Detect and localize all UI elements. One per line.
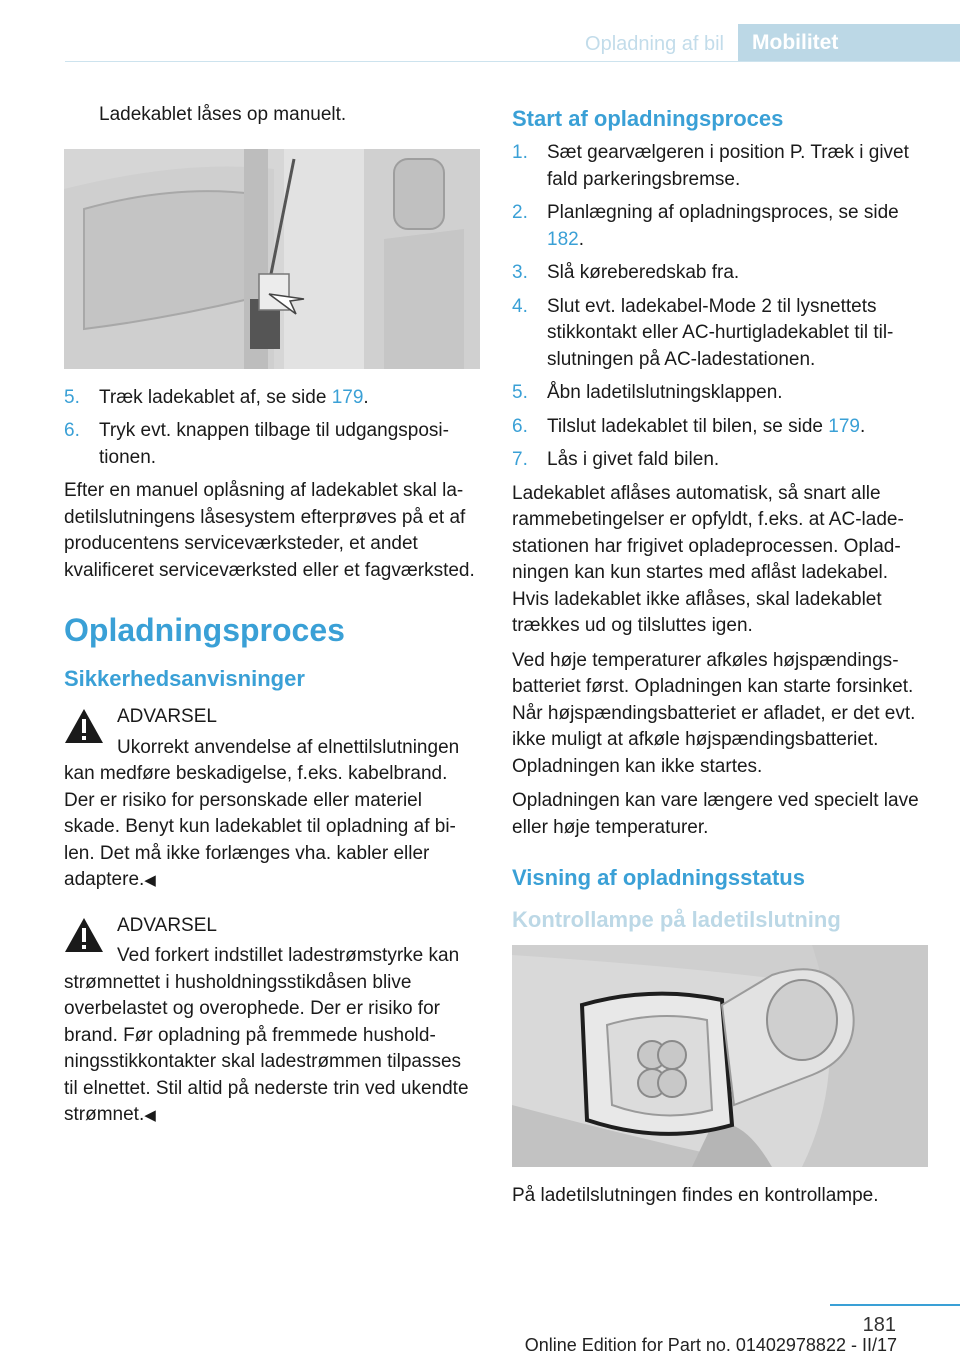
step-text: Træk ladekablet af, se side (99, 386, 332, 408)
step-text: Slut evt. ladekabel-Mode 2 til lysnettets stikkontakt eller AC-hurtigladekablet til tilslutningen på AC-ladestationen. (547, 295, 894, 370)
list-item (512, 260, 928, 287)
step-tail: . (859, 415, 866, 437)
left-column (64, 102, 480, 1144)
step-number: 1. (512, 142, 528, 163)
footer-rule (830, 1304, 960, 1306)
section-heading: Opladningsproces (64, 612, 345, 648)
figure-caption: På ladetilslutningen findes en kontrollampe. (512, 1185, 879, 1206)
step-tail: . (363, 386, 369, 408)
body-paragraph: Efter en manuel oplåsning af ladekablet skal ladetilslutningens låsesystem efterprøves på et af producentens serviceværksteder, et andet kvalificeret serviceværksted eller et fagværksted. (64, 480, 475, 581)
subsection-heading: Visning af opladningsstatus (512, 865, 805, 890)
header-rule (65, 61, 960, 62)
edition-note: Online Edition for Part no. 01402978822 - II/17 (524, 1335, 897, 1355)
warning-block (64, 704, 480, 895)
list-item (512, 447, 928, 474)
running-header-chapter: Mobilitet (738, 24, 960, 61)
step-text: Tryk evt. knappen tilbage til udgangspositionen. (99, 420, 449, 468)
warning-first-line: Ved forkert indstillet ladestrømstyrke kan (117, 945, 460, 966)
charging-door-interior-photo (64, 149, 480, 369)
step-tail: . (578, 228, 584, 250)
warning-block (64, 913, 480, 1130)
charging-door-interior-illustration (64, 149, 480, 369)
step-number: 5. (512, 382, 528, 403)
step-text: Tilslut ladekablet til bilen, se side (547, 415, 829, 437)
sub-subsection-heading: Kontrollampe på ladetilslutning (512, 907, 841, 932)
step-number: 3. (512, 262, 528, 283)
list-item (512, 140, 928, 193)
warning-text: strømnettet i husholdningsstikdåsen blive overbelastet og overophede. Der er risiko for brand. Før opladning på fremmede husholdningsstikkontakter skal ladestrømmen tilpasses til elnettet. Stil altid på nederste trin ved ukendte strømnet. (64, 971, 469, 1125)
warning-text: kan medføre beskadigelse, f.eks. kabelbrand. Der er risiko for personskade eller materiel skade. Benyt kun ladekablet til opladning af bilen. Det må ikke forlænges vha. kabler eller adaptere. (64, 763, 456, 890)
list-item (512, 380, 928, 407)
page-link-182[interactable]: 182 (547, 228, 579, 250)
step-text: Slå køreberedskab fra. (547, 262, 740, 283)
step-number: 4. (512, 295, 528, 317)
page-number: 181 (862, 1314, 896, 1336)
right-column (512, 102, 928, 1218)
step-number: 6. (64, 420, 80, 441)
warning-triangle-icon (64, 708, 104, 744)
step-text: Lås i givet fald bilen. (547, 449, 720, 470)
end-marker: ◀ (144, 1107, 156, 1124)
charging-port-illustration (512, 945, 928, 1167)
page-link-179[interactable]: 179 (331, 386, 364, 408)
list-item (64, 385, 480, 412)
list-item (512, 200, 928, 253)
step-text: Planlægning af opladningsproces, se side (547, 202, 899, 223)
step-number: 5. (64, 386, 80, 408)
end-marker: ◀ (144, 872, 156, 889)
running-header-section: Opladning af bil (585, 33, 724, 55)
step-number: 2. (512, 202, 528, 223)
subsection-heading: Start af opladningsproces (512, 106, 784, 131)
warning-triangle-icon (64, 917, 104, 953)
warning-first-line: Ukorrekt anvendelse af elnettilslutningen (117, 736, 460, 758)
warning-title: ADVARSEL (117, 706, 217, 727)
body-paragraph: Opladningen kan vare længere ved specielt lave eller høje temperaturer. (512, 790, 919, 838)
body-paragraph: Ved høje temperaturer afkøles højspændingsbatteriet først. Opladningen kan starte forsinket. Når højspændingsbatteriet er afladet, er det evt. ikke muligt at afkøle højspændingsbatteriet. Opladningen kan ikke startes. (512, 649, 916, 777)
step-number: 6. (512, 415, 528, 437)
warning-title: ADVARSEL (117, 914, 217, 936)
page-link-179[interactable]: 179 (828, 415, 860, 437)
step-text: Sæt gearvælgeren i position P. Træk i givet fald parkeringsbremse. (547, 142, 909, 190)
list-item (512, 414, 928, 441)
body-paragraph: Ladekablet aflåses automatisk, så snart alle rammebetingelser er opfyldt, f.eks. at AC-ladestationen har frigivet opladeprocessen. Opladningen kan kun startes med aflåst ladekabel. Hvis ladekablet ikke aflåses, skal ladekablet trækkes ud og tilsluttes igen. (512, 482, 904, 636)
list-item (64, 418, 480, 471)
step-number: 7. (512, 449, 528, 470)
subsection-heading: Sikkerhedsanvisninger (64, 666, 305, 691)
intro-text: Ladekablet låses op manuelt. (99, 104, 347, 125)
step-text: Åbn ladetilslutningsklappen. (547, 382, 783, 403)
charging-port-photo (512, 945, 928, 1167)
list-item (512, 294, 928, 374)
